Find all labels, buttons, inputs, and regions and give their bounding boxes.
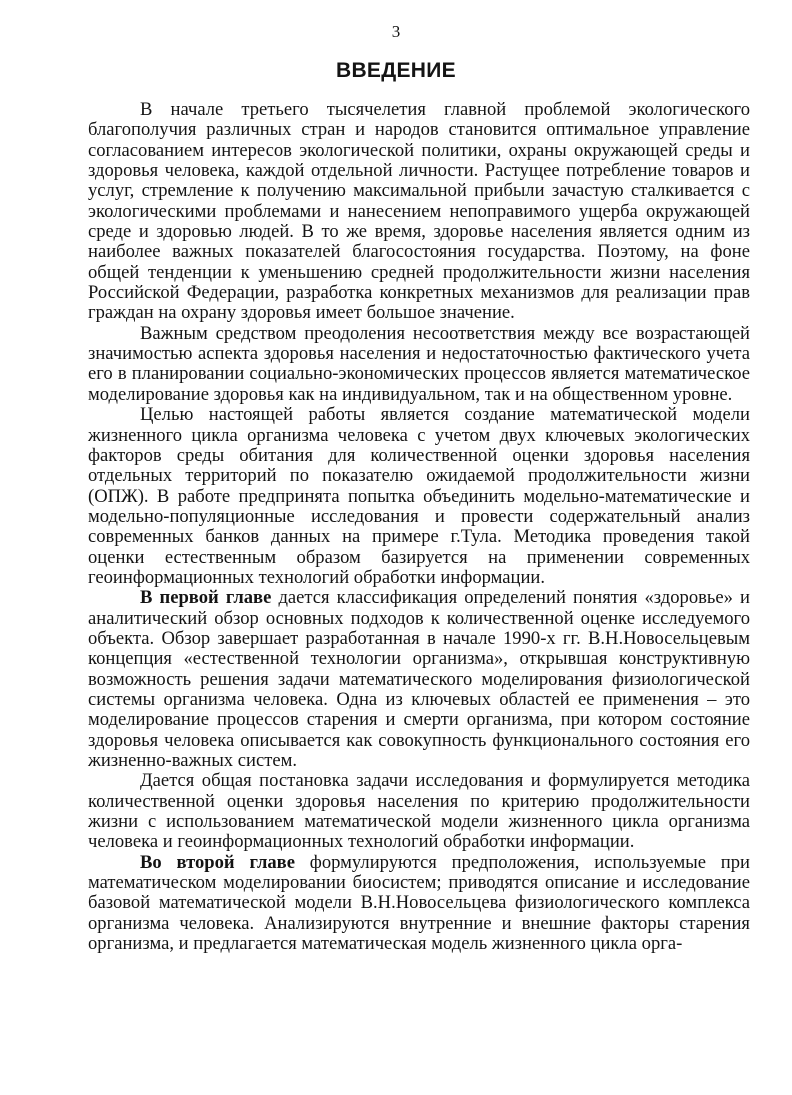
paragraph-text: формулируются предположения, используемые при математическом моделировании биосистем; приводятся описание и исследование базовой математической модели В.Н.Новосельцева физиологического комплекса организма человека. Анализируются внутренние и внешние факторы старения организма, и предлагается математическая модель жизненного цикла орга- bbox=[88, 851, 750, 955]
paragraph-text: Дается общая постановка задачи исследования и формулируется методика количественной оценки здоровья населения по критерию продолжительности жизни с использованием математической модели жизненного цикла организма человека и геоинформационных технологий обработки информации. bbox=[88, 770, 750, 853]
body-text bbox=[88, 100, 750, 954]
paragraph-text: В начале третьего тысячелетия главной проблемой экологического благополучия различных стран и народов становится оптимальное управление согласованием интересов экологической политики, охраны окружающей среды и здоровья человека, каждой отдельной личности. Растущее потребление товаров и услуг, стремление к получению максимальной прибыли зачастую сталкивается с экологическими проблемами и нанесением непоправимого ущерба окружающей среде и здоровью людей. В то же время, здоровье населения является одним из наиболее важных показателей благосостояния государства. Поэтому, на фоне общей тенденции к уменьшению средней продолжительности жизни населения Российской Федерации, разработка конкретных механизмов для реализации прав граждан на охрану здоровья имеет большое значение. bbox=[88, 99, 750, 324]
paragraph-goal bbox=[88, 405, 750, 588]
paragraph-chapter-one bbox=[88, 588, 750, 771]
paragraph-bold-lead: В первой главе bbox=[140, 587, 272, 609]
paragraph-chapter-two bbox=[88, 853, 750, 955]
paragraph-text: дается классификация определений понятия «здоровье» и аналитический обзор основных подходов к количественной оценке исследуемого объекта. Обзор завершает разработанная в начале 1990-х гг. В.Н.Новосельцевым концепция «естественной технологии организма», открывшая конструктивную возможность решения задачи математического моделирования физиологической системы организма человека. Одна из ключевых областей ее применения – это моделирование процессов старения и смерти организма, при котором состояние здоровья человека описывается как совокупность функционального состояния его жизненно-важных систем. bbox=[88, 587, 751, 771]
paragraph-problem-statement bbox=[88, 771, 750, 852]
paragraph-text: Целью настоящей работы является создание математической модели жизненного цикла организма человека с учетом двух ключевых экологических факторов среды обитания для количественной оценки здоровья населения отдельных территорий по показателю ожидаемой продолжительности жизни (ОПЖ). В работе предпринята попытка объединить модельно-математические и модельно-популяционные исследования и провести содержательный анализ современных банков данных на примере г.Тула. Методика проведения такой оценки естественным образом базируется на применении современных геоинформационных технологий обработки информации. bbox=[88, 404, 750, 588]
paragraph-bold-lead: Во второй главе bbox=[140, 851, 295, 873]
paragraph-text: Важным средством преодоления несоответствия между все возрастающей значимостью аспекта здоровья населения и недостаточностью фактического учета его в планировании социально-экономических процессов является математическое моделирование здоровья как на индивидуальном, так и на общественном уровне. bbox=[88, 322, 750, 405]
page-number: 3 bbox=[391, 22, 401, 41]
paragraph-intro bbox=[88, 100, 750, 324]
paragraph-modeling bbox=[88, 324, 750, 405]
section-heading: ВВЕДЕНИЕ bbox=[336, 59, 456, 82]
